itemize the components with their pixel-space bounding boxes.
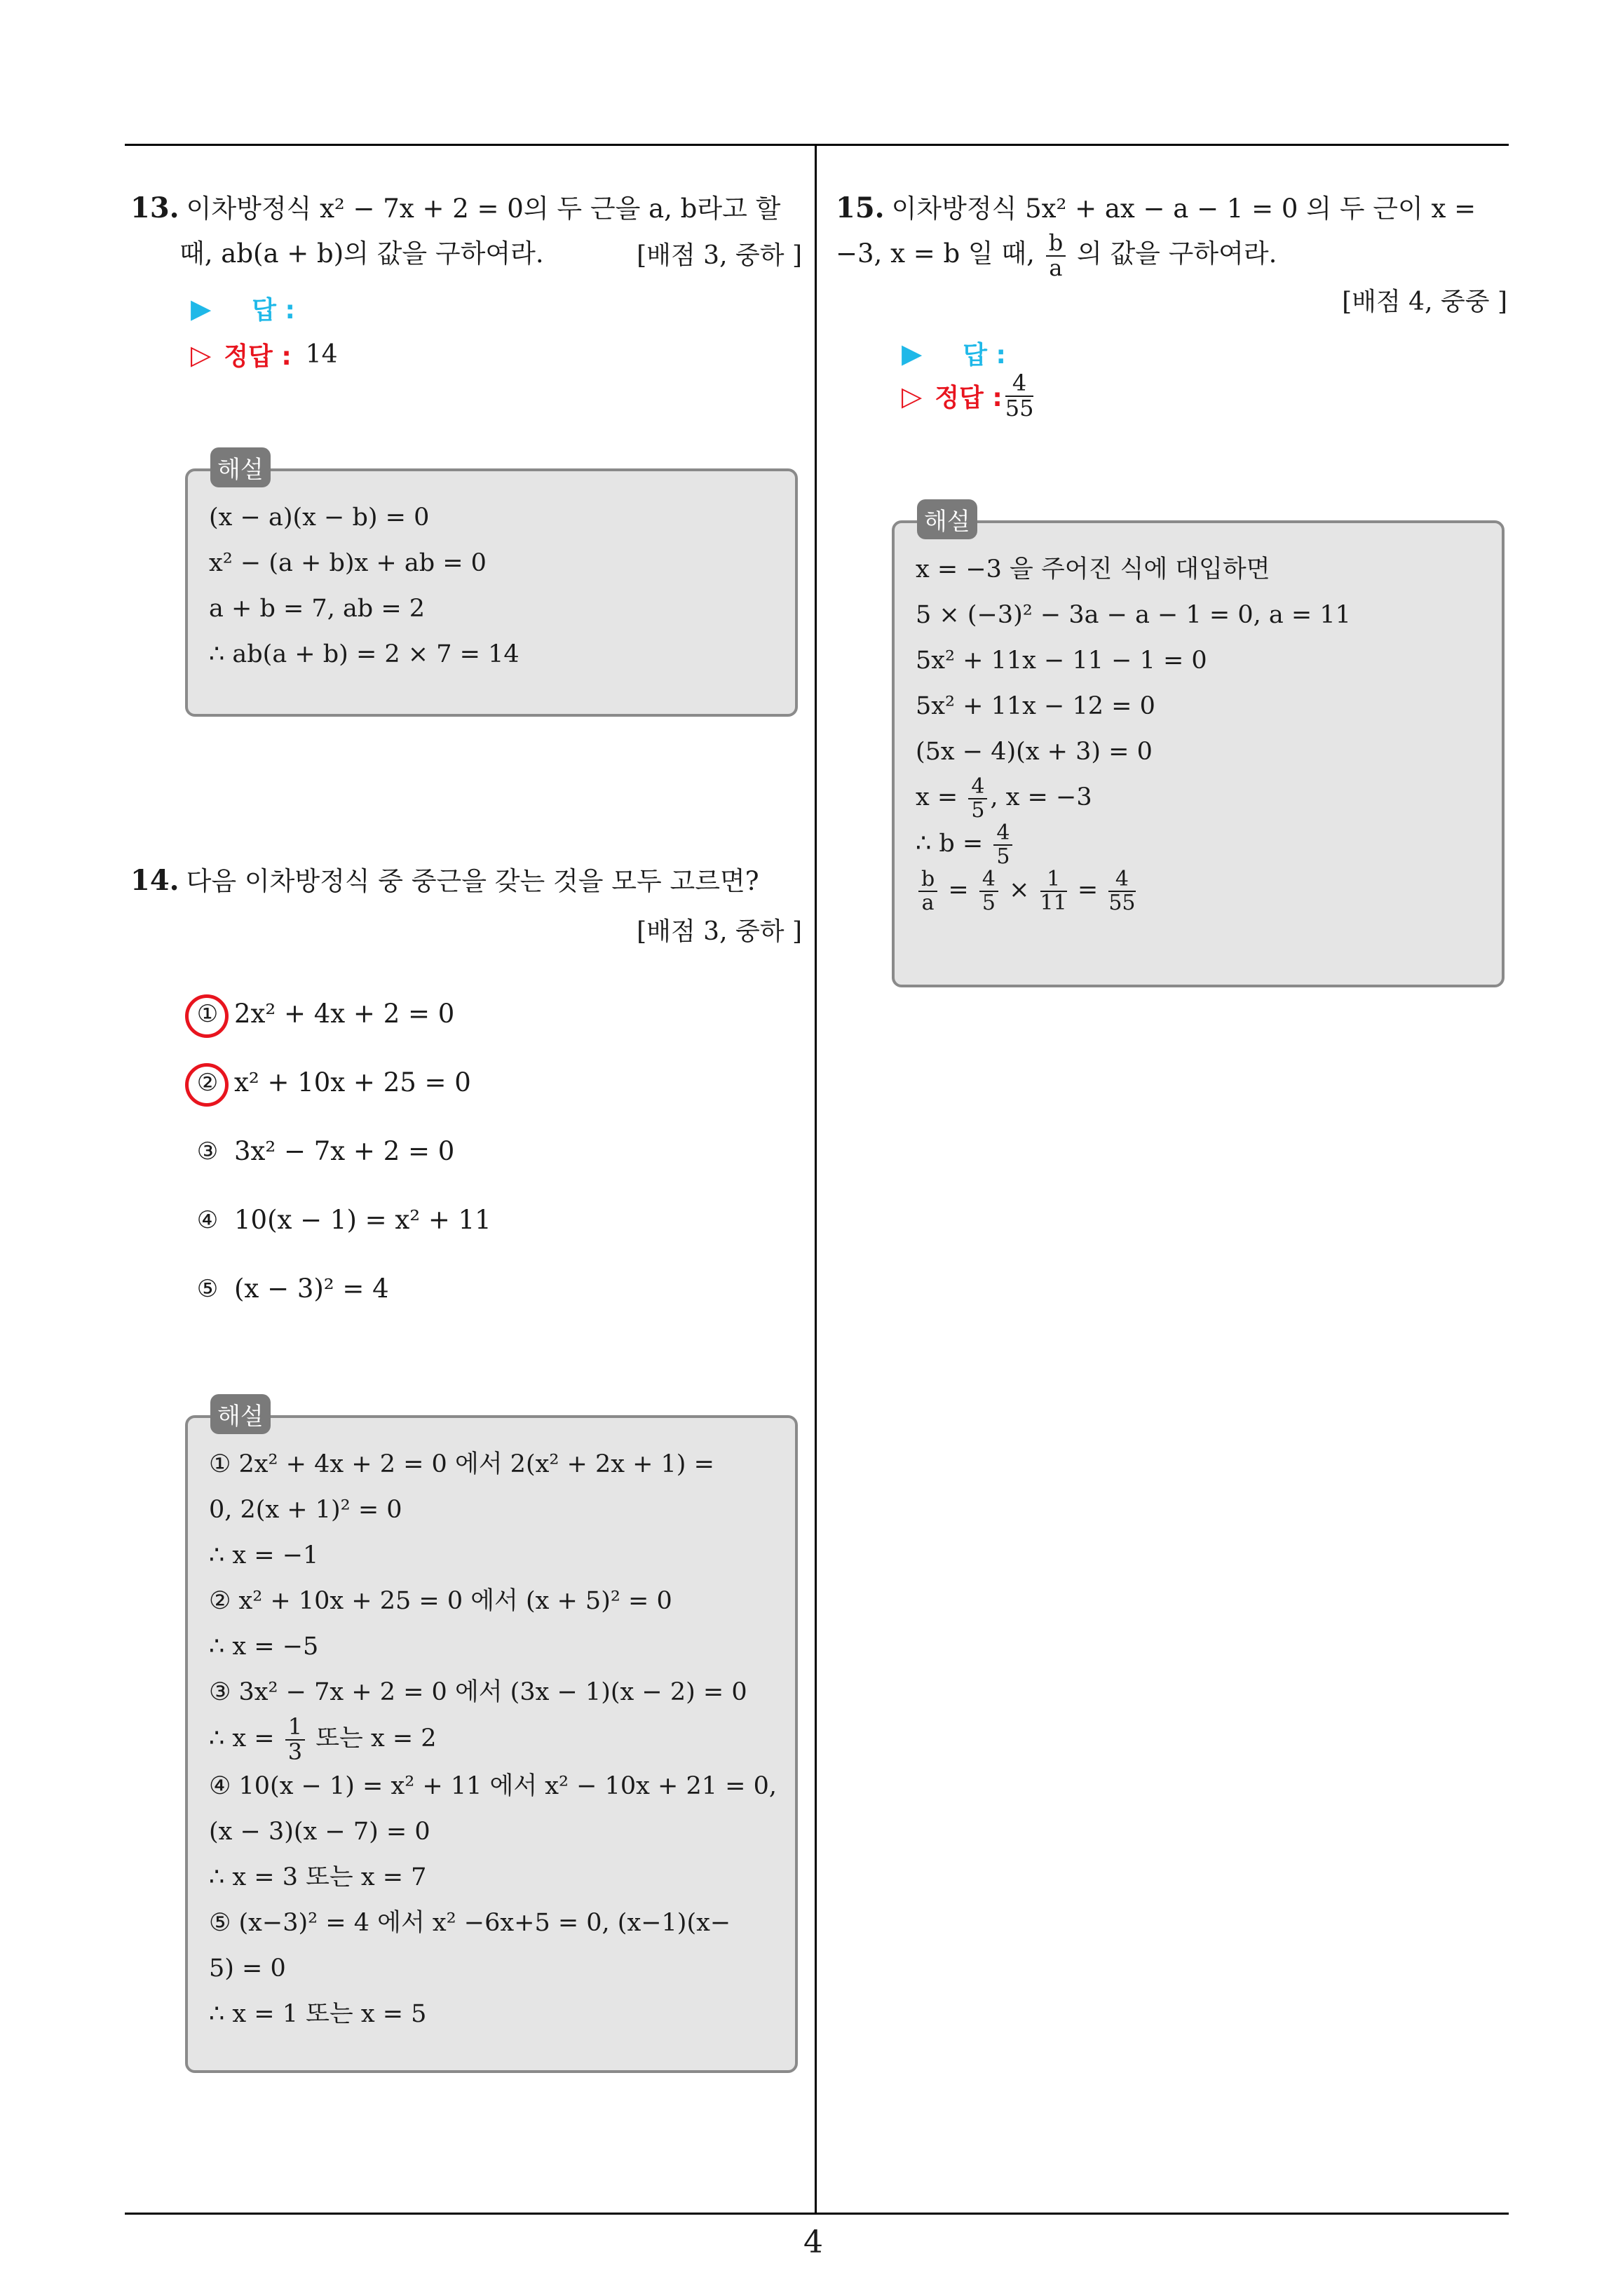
choice-3[interactable] <box>193 1136 454 1166</box>
correct-answer-row <box>191 337 338 372</box>
question-14-text <box>130 858 803 904</box>
math-text: , x = −3 <box>990 783 1092 811</box>
fraction-denominator: 5 <box>982 890 996 915</box>
fraction-denominator: 11 <box>1040 890 1067 915</box>
question-line: −3, x = b 일 때, <box>836 238 1035 269</box>
outline-triangle-icon: ▷ <box>191 339 212 370</box>
fraction <box>1046 231 1066 280</box>
correct-answer-row <box>902 372 1036 420</box>
fraction-denominator: 5 <box>971 797 985 823</box>
question-line: 이차방정식 x² − 7x + 2 = 0의 두 근을 a, b라고 할 <box>186 194 781 224</box>
page-number: 4 <box>803 2224 823 2260</box>
solution-tag: 해설 <box>210 1394 271 1434</box>
math-prefix: ∴ b = <box>916 830 984 858</box>
solution-line: x² − (a + b)x + ab = 0 <box>209 549 487 577</box>
fraction <box>979 868 998 914</box>
choice-number: ① <box>196 999 219 1028</box>
solution-line: ⑤ (x−3)² = 4 에서 x² −6x+5 = 0, (x−1)(x− <box>209 1909 731 1938</box>
fraction-numerator: 4 <box>993 822 1012 846</box>
fraction <box>968 776 987 821</box>
solution-line: (5x − 4)(x + 3) = 0 <box>916 738 1153 766</box>
question-number: 13. <box>130 191 179 224</box>
question-15-text <box>836 186 1509 280</box>
solution-box-13 <box>185 468 798 717</box>
solution-line: ∴ x = −1 <box>209 1541 319 1569</box>
solution-line: ② x² + 10x + 25 = 0 에서 (x + 5)² = 0 <box>209 1587 672 1615</box>
solution-line: 5 × (−3)² − 3a − a − 1 = 0, a = 11 <box>916 601 1351 629</box>
solution-line-fraction <box>209 1715 777 1764</box>
fraction-numerator: 4 <box>1108 868 1135 892</box>
fraction-numerator: 1 <box>285 1715 305 1741</box>
solution-line: ③ 3x² − 7x + 2 = 0 에서 (3x − 1)(x − 2) = 0 <box>209 1678 747 1706</box>
choice-expression: 10(x − 1) = x² + 11 <box>234 1205 491 1235</box>
solution-line: x = −3 을 주어진 식에 대입하면 <box>916 555 1270 583</box>
fraction-denominator: 55 <box>1108 890 1136 915</box>
choice-number: ④ <box>196 1206 219 1234</box>
choice-2[interactable] <box>193 1067 471 1098</box>
correct-label: 정답 : <box>935 384 1003 413</box>
choice-expression: 3x² − 7x + 2 = 0 <box>234 1136 455 1166</box>
top-rule <box>125 144 1509 146</box>
choice-4[interactable] <box>193 1205 491 1235</box>
solution-tag: 해설 <box>210 447 271 487</box>
solution-line: 5) = 0 <box>209 1954 286 1983</box>
solution-line: ∴ x = 3 또는 x = 7 <box>209 1863 427 1892</box>
question-line: 다음 이차방정식 중 중근을 갖는 것을 모두 고르면? <box>186 866 759 896</box>
question-number: 15. <box>836 191 885 224</box>
play-triangle-icon: ▶ <box>902 337 923 369</box>
bottom-rule <box>125 2213 1509 2215</box>
solution-line: a + b = 7, ab = 2 <box>209 595 426 623</box>
solution-line: (x − 3)(x − 7) = 0 <box>209 1818 430 1846</box>
solution-line: (x − a)(x − b) = 0 <box>209 504 430 532</box>
choice-5[interactable] <box>193 1274 389 1304</box>
solution-box-15 <box>892 520 1505 987</box>
solution-line-fraction <box>916 867 1351 914</box>
choice-expression: 2x² + 4x + 2 = 0 <box>234 999 455 1029</box>
solution-line-fraction <box>916 821 1351 867</box>
solution-body <box>916 547 1351 914</box>
answer-label: 답 : <box>252 296 295 325</box>
fraction <box>993 822 1012 867</box>
solution-line: ∴ x = −5 <box>209 1633 319 1661</box>
fraction-denominator: 3 <box>287 1738 303 1765</box>
question-line: 때, ab(a + b)의 값을 구하여라. <box>179 238 544 269</box>
correct-label: 정답 : <box>224 342 292 371</box>
fraction-numerator: 4 <box>979 868 998 892</box>
math-prefix: x = <box>916 783 958 811</box>
question-number: 14. <box>130 864 179 897</box>
question-14-meta: [배점 3, 중하 ] <box>637 917 802 946</box>
question-13-meta: [배점 3, 중하 ] <box>637 241 802 270</box>
outline-triangle-icon: ▷ <box>902 380 923 412</box>
choice-expression: x² + 10x + 25 = 0 <box>234 1067 471 1098</box>
choice-number: ⑤ <box>196 1274 219 1303</box>
solution-tag: 해설 <box>917 499 977 539</box>
solution-line: ① 2x² + 4x + 2 = 0 에서 2(x² + 2x + 1) = <box>209 1450 714 1478</box>
fraction <box>285 1715 305 1764</box>
solution-box-14 <box>185 1415 798 2073</box>
question-line: 의 값을 구하여라. <box>1076 238 1277 269</box>
solution-line: 5x² + 11x − 11 − 1 = 0 <box>916 647 1207 675</box>
solution-line: ∴ x = 1 또는 x = 5 <box>209 2000 427 2029</box>
fraction-numerator: b <box>1046 231 1066 257</box>
solution-line: 0, 2(x + 1)² = 0 <box>209 1496 402 1524</box>
solution-line-fraction <box>916 775 1351 821</box>
correct-value: 14 <box>305 340 338 369</box>
fraction-denominator: 5 <box>996 844 1010 869</box>
fraction-numerator: 1 <box>1040 868 1067 892</box>
correct-fraction <box>1005 372 1034 420</box>
choice-expression: (x − 3)² = 4 <box>234 1274 389 1304</box>
fraction-numerator: 4 <box>1005 372 1034 397</box>
solution-line: ∴ ab(a + b) = 2 × 7 = 14 <box>209 640 520 668</box>
fraction <box>918 868 937 914</box>
column-divider <box>815 146 817 2215</box>
solution-body <box>209 495 520 677</box>
fraction-denominator: 55 <box>1005 394 1034 421</box>
question-15-meta: [배점 4, 중중 ] <box>1342 288 1507 316</box>
math-text: × <box>1009 876 1030 904</box>
question-line: 이차방정식 5x² + ax − a − 1 = 0 의 두 근이 x = <box>891 194 1476 224</box>
fraction-denominator: a <box>1049 254 1063 281</box>
fraction-numerator: 4 <box>968 776 987 799</box>
choice-number: ② <box>196 1068 219 1097</box>
fraction <box>1040 868 1067 914</box>
fraction-numerator: b <box>918 868 937 892</box>
play-triangle-icon: ▶ <box>191 292 212 324</box>
choice-1[interactable] <box>193 999 454 1029</box>
math-text: = <box>948 876 969 904</box>
choice-number: ③ <box>196 1137 219 1166</box>
solution-line: 5x² + 11x − 12 = 0 <box>916 692 1155 720</box>
answer-row[interactable] <box>902 335 1006 371</box>
math-prefix: ∴ x = <box>209 1724 275 1753</box>
math-text: = <box>1077 876 1099 904</box>
math-text: 또는 x = 2 <box>315 1724 437 1753</box>
answer-label: 답 : <box>963 341 1006 370</box>
solution-body <box>209 1442 777 2037</box>
fraction <box>1108 868 1135 914</box>
fraction-denominator: a <box>921 890 935 915</box>
answer-row[interactable] <box>191 290 295 326</box>
solution-line: ④ 10(x − 1) = x² + 11 에서 x² − 10x + 21 = 0, <box>209 1772 777 1801</box>
